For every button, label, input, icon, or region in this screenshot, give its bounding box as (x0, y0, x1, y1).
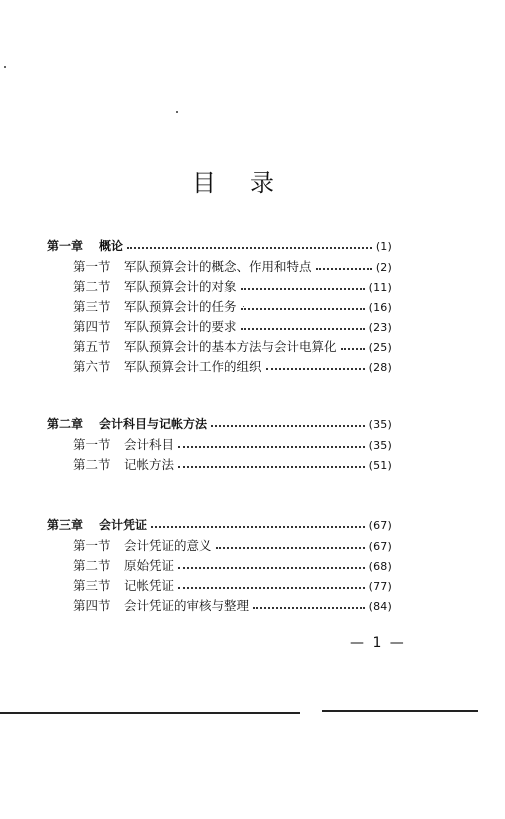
section-title: 记帐凭证 (124, 578, 175, 593)
toc-chapter-entry[interactable] (47, 236, 392, 256)
page-folio: — 1 — (350, 635, 406, 651)
toc-section-entry[interactable] (47, 556, 392, 576)
section-title: 军队预算会计的对象 (124, 279, 237, 294)
dot-leader (266, 368, 365, 370)
section-title: 会计凭证的审核与整理 (124, 598, 250, 613)
toc-section-entry[interactable] (47, 576, 392, 596)
section-page-number: (25) (368, 341, 392, 354)
section-number: 第二节 (73, 558, 111, 573)
scan-speck (4, 66, 6, 68)
section-number: 第二节 (73, 279, 111, 294)
chapter-page-number: (1) (375, 240, 392, 253)
section-title: 军队预算会计的任务 (124, 299, 237, 314)
section-title: 军队预算会计的要求 (124, 319, 237, 334)
chapter-page-number: (67) (368, 519, 392, 532)
section-title: 军队预算会计工作的组织 (124, 359, 262, 374)
toc-chapter-2-block (47, 414, 392, 475)
section-title: 会计凭证的意义 (124, 538, 212, 553)
section-page-number: (23) (368, 321, 392, 334)
dot-leader (216, 547, 365, 549)
toc-section-entry[interactable] (47, 337, 392, 357)
chapter-number: 第三章 (47, 518, 84, 532)
section-number: 第一节 (73, 538, 111, 553)
dot-leader (151, 526, 365, 528)
section-page-number: (68) (368, 560, 392, 573)
chapter-title: 概论 (99, 239, 124, 253)
toc-section-entry[interactable] (47, 596, 392, 616)
dot-leader (211, 425, 365, 427)
section-title: 军队预算会计的概念、作用和特点 (124, 259, 312, 274)
scan-speck (176, 111, 178, 113)
toc-chapter-entry[interactable] (47, 515, 392, 535)
chapter-title: 会计科目与记帐方法 (99, 417, 208, 431)
section-page-number: (77) (368, 580, 392, 593)
chapter-page-number: (35) (368, 418, 392, 431)
dot-leader (178, 466, 365, 468)
page-title (0, 167, 505, 203)
scan-speck (243, 306, 244, 307)
dot-leader (178, 446, 365, 448)
scan-edge-line-left (0, 712, 300, 714)
section-number: 第一节 (73, 259, 111, 274)
section-page-number: (16) (368, 301, 392, 314)
section-page-number: (35) (368, 439, 392, 452)
dot-leader (253, 607, 365, 609)
page-title-char-2: 录 (250, 169, 274, 197)
section-title: 原始凭证 (124, 558, 175, 573)
section-page-number: (51) (368, 459, 392, 472)
toc-section-entry[interactable] (47, 357, 392, 377)
scan-edge-line-right (322, 710, 478, 712)
section-number: 第二节 (73, 457, 111, 472)
section-page-number: (67) (368, 540, 392, 553)
section-title: 记帐方法 (124, 457, 175, 472)
section-number: 第四节 (73, 598, 111, 613)
toc-section-entry[interactable] (47, 257, 392, 277)
section-number: 第一节 (73, 437, 111, 452)
section-number: 第六节 (73, 359, 111, 374)
section-page-number: (11) (368, 281, 392, 294)
section-title: 军队预算会计的基本方法与会计电算化 (124, 339, 337, 354)
chapter-title: 会计凭证 (99, 518, 148, 532)
page-title-char-1: 目 (192, 169, 216, 197)
dot-leader (178, 587, 365, 589)
section-number: 第三节 (73, 578, 111, 593)
section-number: 第三节 (73, 299, 111, 314)
section-title: 会计科目 (124, 437, 175, 452)
toc-chapter-entry[interactable] (47, 414, 392, 434)
dot-leader (127, 247, 372, 249)
toc-section-entry[interactable] (47, 297, 392, 317)
dot-leader (341, 348, 365, 350)
dot-leader (241, 288, 365, 290)
toc-section-entry[interactable] (47, 435, 392, 455)
toc-section-entry[interactable] (47, 455, 392, 475)
toc-chapter-1-block (47, 236, 392, 377)
section-number: 第五节 (73, 339, 111, 354)
toc-section-entry[interactable] (47, 317, 392, 337)
toc-chapter-3-block (47, 515, 392, 616)
chapter-number: 第一章 (47, 239, 84, 253)
section-page-number: (2) (375, 261, 392, 274)
dot-leader (316, 268, 372, 270)
chapter-number: 第二章 (47, 417, 84, 431)
section-page-number: (28) (368, 361, 392, 374)
section-page-number: (84) (368, 600, 392, 613)
section-number: 第四节 (73, 319, 111, 334)
toc-section-entry[interactable] (47, 277, 392, 297)
toc-section-entry[interactable] (47, 536, 392, 556)
dot-leader (178, 567, 365, 569)
dot-leader (241, 328, 365, 330)
dot-leader (241, 308, 365, 310)
